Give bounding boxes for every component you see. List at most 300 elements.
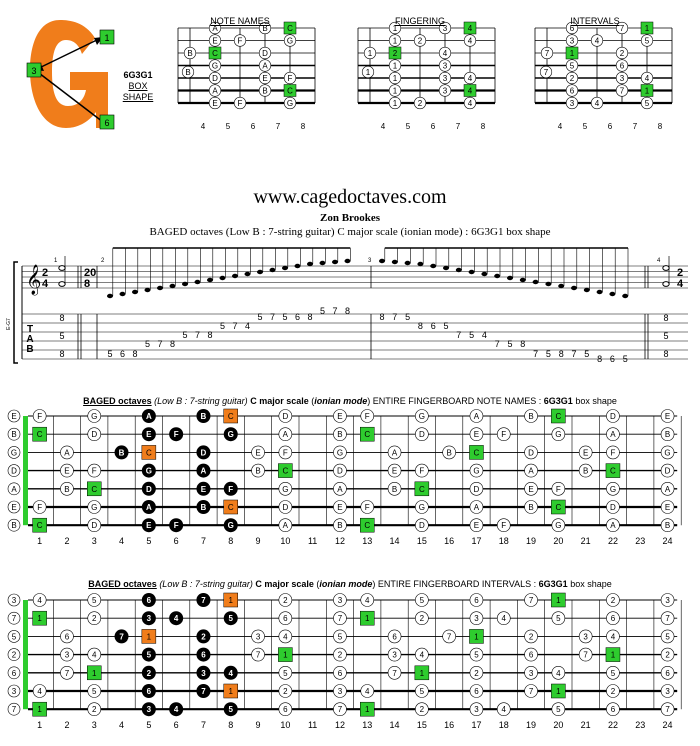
run-note xyxy=(157,286,163,290)
author: Zon Brookes xyxy=(319,212,380,224)
note-label: 1 xyxy=(365,705,370,715)
tab-number: 5 xyxy=(469,330,475,340)
note-label: G xyxy=(282,484,289,494)
board2-title: BAGED octaves (Low B : 7-string guitar) C major scale (ionian mode) ENTIRE FINGERBOARD INTERVALS : 6G3G1 box shape xyxy=(88,579,612,589)
run-note xyxy=(245,272,251,276)
tab-number: 5 xyxy=(584,349,590,359)
note-label: 7 xyxy=(201,687,206,696)
note-label: C xyxy=(91,484,98,494)
note-label: 2 xyxy=(610,687,616,696)
note-label: 4 xyxy=(92,650,97,660)
board-fret-number: 12 xyxy=(334,720,345,731)
run-note xyxy=(469,270,475,274)
tab-number: 5 xyxy=(182,330,188,340)
time-sig-end-top: 2 xyxy=(676,267,684,279)
note-label: A xyxy=(282,430,289,440)
note-label: 3 xyxy=(337,596,343,605)
board-fret-number: 15 xyxy=(416,536,427,547)
note-label: D xyxy=(282,503,289,512)
fingering-note-label: 1 xyxy=(392,86,398,96)
note-label: 7 xyxy=(119,632,124,642)
note-label: 3 xyxy=(665,596,670,605)
run-note xyxy=(443,266,449,270)
intervals-fret-number: 7 xyxy=(632,122,638,131)
board-fret-number: 17 xyxy=(471,720,482,731)
note-label: 5 xyxy=(92,687,97,696)
note-label: D xyxy=(200,448,207,458)
open-string-label: 2 xyxy=(11,650,17,660)
tab-number: 8 xyxy=(597,354,603,364)
treble-clef: 𝄞 xyxy=(26,264,42,294)
chord-note xyxy=(59,282,65,287)
note-label: 1 xyxy=(92,668,97,678)
fingering-note-label: 3 xyxy=(442,61,448,71)
note-names-note-label: B xyxy=(262,24,268,33)
note-label: A xyxy=(200,466,207,476)
note-label: 5 xyxy=(228,614,233,624)
note-label: B xyxy=(528,503,534,512)
fingering-note-label: 2 xyxy=(417,99,423,108)
note-names-title: NOTE NAMES xyxy=(210,16,270,26)
note-label: D xyxy=(91,430,98,440)
note-label: 4 xyxy=(419,650,425,660)
intervals-note-label: 4 xyxy=(594,36,600,46)
score-subtitle: BAGED octaves (Low B : 7-string guitar) C major scale (ionian mode) : 6G3G1 box shape xyxy=(149,226,551,238)
open-string-label: B xyxy=(11,521,17,531)
note-label: 7 xyxy=(337,614,343,624)
note-label: 5 xyxy=(228,705,233,715)
tab-clef-letter: B xyxy=(26,344,34,355)
tab-number: 8 xyxy=(417,321,423,331)
note-label: 6 xyxy=(283,705,288,715)
note-label: F xyxy=(37,412,43,421)
tab-number: 5 xyxy=(257,312,263,322)
run-note xyxy=(295,264,301,268)
time-sig-end-bottom: 4 xyxy=(676,278,684,290)
note-label: E xyxy=(582,448,589,458)
note-label: 2 xyxy=(92,705,97,715)
note-label: G xyxy=(609,484,617,494)
run-note xyxy=(392,260,398,264)
note-label: 7 xyxy=(337,705,343,715)
intervals-note-label: 6 xyxy=(619,61,625,71)
board-fret-number: 4 xyxy=(119,720,125,731)
note-names-note-label: E xyxy=(212,36,218,46)
run-note xyxy=(195,280,201,284)
board1-title: BAGED octaves (Low B : 7-string guitar) C major scale (ionian mode) ENTIRE FINGERBOARD NOTE NAMES : 6G3G1 box shape xyxy=(83,396,617,406)
score xyxy=(0,244,700,369)
chord-note xyxy=(663,266,669,271)
note-label: B xyxy=(255,466,261,476)
board-fret-number: 9 xyxy=(255,536,261,547)
tab-number: 7 xyxy=(157,339,163,349)
note-label: A xyxy=(145,412,152,421)
board-fret-number: 14 xyxy=(389,720,400,731)
board-fret-number: 6 xyxy=(173,720,179,731)
note-label: F xyxy=(228,484,234,494)
tuning-label: E-G7 xyxy=(6,318,12,330)
note-label: C xyxy=(36,430,43,440)
note-label: 2 xyxy=(337,650,343,660)
board-fret-number: 3 xyxy=(91,720,97,731)
note-label: 6 xyxy=(337,668,343,678)
note-label: G xyxy=(555,521,562,531)
note-names-fret-number: 7 xyxy=(275,122,281,131)
note-label: 1 xyxy=(283,650,288,660)
note-label: 2 xyxy=(419,614,425,624)
run-note xyxy=(571,286,577,290)
tab-number: 6 xyxy=(119,349,126,359)
board2-title-suffix: ENTIRE FINGERBOARD INTERVALS : xyxy=(377,579,537,589)
note-label: 7 xyxy=(665,705,670,715)
tab-number: 7 xyxy=(232,321,238,331)
board-fret-number: 24 xyxy=(662,720,673,731)
board-fret-number: 8 xyxy=(228,536,234,547)
note-label: 7 xyxy=(528,596,534,605)
run-note xyxy=(430,264,436,268)
note-label: A xyxy=(664,484,671,494)
tab-number: 8 xyxy=(558,349,564,359)
intervals-note-label: 7 xyxy=(619,24,625,33)
fingering-note-label: 2 xyxy=(392,49,398,58)
tab-number: 5 xyxy=(405,312,411,322)
note-label: G xyxy=(91,412,98,421)
note-label: E xyxy=(200,484,207,494)
shape-code: 6G3G1 xyxy=(123,70,153,80)
board-fret-number: 1 xyxy=(37,720,43,731)
fingering-fret-number: 5 xyxy=(405,122,411,131)
run-note xyxy=(405,261,411,265)
tab-number: 7 xyxy=(332,306,338,316)
note-label: 7 xyxy=(528,687,534,696)
note-label: 4 xyxy=(365,687,370,696)
note-label: 4 xyxy=(37,596,42,605)
note-label: 3 xyxy=(392,650,397,660)
system-bracket xyxy=(14,262,18,363)
note-label: A xyxy=(282,521,289,531)
note-label: B xyxy=(337,430,343,440)
chord-note xyxy=(663,282,669,287)
note-label: G xyxy=(555,430,562,440)
fingering-fret-number: 6 xyxy=(430,122,436,131)
note-label: G xyxy=(145,466,152,476)
tab-number: 7 xyxy=(494,339,500,349)
note-label: 4 xyxy=(556,668,561,678)
note-label: F xyxy=(282,448,288,458)
note-label: 5 xyxy=(610,668,616,678)
note-label: 6 xyxy=(665,668,670,678)
note-names-note-label: E xyxy=(262,74,268,83)
intervals-note-label: 4 xyxy=(644,74,650,83)
note-label: F xyxy=(501,430,507,440)
board-fret-number: 21 xyxy=(580,720,591,731)
run-note xyxy=(609,292,615,296)
intervals-note-label: 5 xyxy=(569,61,575,71)
run-note xyxy=(107,294,113,298)
run-note xyxy=(597,290,603,294)
note-label: 5 xyxy=(474,650,479,660)
note-names-note-label: C xyxy=(212,49,218,58)
note-label: 2 xyxy=(201,632,206,642)
run-note xyxy=(320,261,326,265)
note-label: G xyxy=(418,412,425,421)
note-label: 5 xyxy=(419,596,425,605)
board-fret-number: 4 xyxy=(119,536,125,547)
tab-number: 8 xyxy=(207,330,213,340)
chord-note xyxy=(59,266,65,271)
tab-clef-letter: A xyxy=(26,334,34,345)
run-note xyxy=(622,294,628,298)
tab-number: 8 xyxy=(132,349,138,359)
fingering-note-label: 4 xyxy=(467,74,473,83)
open-string-label: B xyxy=(11,430,17,440)
open-string-label: 7 xyxy=(11,705,17,715)
note-label: C xyxy=(555,412,562,421)
board-fret-number: 7 xyxy=(200,720,206,731)
tab-number: 7 xyxy=(571,349,577,359)
tab-number: 8 xyxy=(663,349,669,359)
board-fret-number: 19 xyxy=(526,536,537,547)
note-label: 5 xyxy=(283,668,288,678)
tab-number: 8 xyxy=(307,312,313,322)
board-fret-number: 22 xyxy=(607,720,618,731)
note-label: D xyxy=(473,484,480,494)
note-label: C xyxy=(364,521,371,531)
note-names-note-label: D xyxy=(212,74,218,83)
time-sig-1-bottom: 4 xyxy=(42,278,49,290)
tab-number: 5 xyxy=(507,339,513,349)
note-label: A xyxy=(145,503,152,512)
run-note xyxy=(270,268,276,272)
fingering-note-label: 1 xyxy=(392,99,398,108)
note-label: 7 xyxy=(392,668,397,678)
note-label: C xyxy=(364,430,371,440)
tab-number: 5 xyxy=(319,306,326,316)
note-label: 4 xyxy=(37,687,42,696)
intervals-note-label: 7 xyxy=(544,49,550,58)
open-string-label: 3 xyxy=(11,596,17,605)
fingering-note-label: 1 xyxy=(392,61,398,71)
website-title: www.cagedoctaves.com xyxy=(253,186,447,208)
tab-number: 5 xyxy=(443,321,449,331)
measure-number: 1 xyxy=(54,258,58,264)
fingering-title: FINGERING xyxy=(394,16,445,26)
open-string-label: G xyxy=(10,448,18,458)
note-label: A xyxy=(528,466,534,476)
note-label: 4 xyxy=(501,614,506,624)
fingerboard-intervals xyxy=(0,592,700,746)
note-label: E xyxy=(64,466,70,476)
intervals-note-label: 3 xyxy=(569,99,575,108)
note-label: 1 xyxy=(610,650,616,660)
note-label: 6 xyxy=(146,596,152,605)
note-names-fret-number: 8 xyxy=(300,122,306,131)
board-fret-number: 21 xyxy=(580,536,591,547)
intervals-fret-number: 6 xyxy=(607,122,613,131)
board-fret-number: 1 xyxy=(37,536,43,547)
note-label: 4 xyxy=(173,705,179,715)
note-label: D xyxy=(610,412,616,421)
note-label: E xyxy=(473,430,480,440)
note-label: 7 xyxy=(446,632,452,642)
note-label: 4 xyxy=(365,596,370,605)
note-names-fret-number: 5 xyxy=(225,122,231,131)
tab-number: 8 xyxy=(663,313,669,323)
fingering-note-label: 4 xyxy=(467,99,473,108)
note-label: 5 xyxy=(419,687,425,696)
note-label: A xyxy=(337,484,343,494)
note-label: 6 xyxy=(392,632,397,642)
tab-number: 7 xyxy=(456,330,462,340)
board-fret-number: 9 xyxy=(255,720,261,731)
note-label: 3 xyxy=(255,632,261,642)
note-label: 3 xyxy=(201,668,206,678)
intervals-note-label: 5 xyxy=(644,99,650,108)
note-label: E xyxy=(337,412,343,421)
run-note xyxy=(257,270,263,274)
tab-number: 5 xyxy=(622,354,628,364)
intervals-note-label: 3 xyxy=(569,36,575,46)
intervals-fret-number: 8 xyxy=(657,122,663,131)
intervals-note-label: 6 xyxy=(569,86,575,96)
note-label: E xyxy=(146,521,152,531)
note-label: A xyxy=(473,412,480,421)
note-label: 7 xyxy=(255,650,261,660)
board-fret-number: 23 xyxy=(635,720,646,731)
note-names-note-label: B xyxy=(185,68,191,77)
note-label: 3 xyxy=(528,668,534,678)
intervals-note-label: 7 xyxy=(619,86,625,96)
note-label: 7 xyxy=(665,614,670,624)
note-label: F xyxy=(419,466,425,476)
note-label: B xyxy=(200,412,207,421)
note-label: C xyxy=(418,484,425,494)
note-label: E xyxy=(337,503,343,512)
note-label: 2 xyxy=(665,650,670,660)
note-names-note-label: F xyxy=(237,36,243,46)
run-note xyxy=(232,274,238,278)
intervals-fret-number: 4 xyxy=(557,122,563,131)
note-names-note-label: D xyxy=(262,49,268,58)
note-label: 6 xyxy=(64,632,70,642)
note-label: D xyxy=(664,466,671,476)
note-label: 5 xyxy=(337,632,343,642)
board-fret-number: 20 xyxy=(553,536,564,547)
note-label: G xyxy=(227,521,234,531)
board-fret-number: 23 xyxy=(635,536,646,547)
note-label: C xyxy=(36,521,43,531)
tab-number: 5 xyxy=(282,312,288,322)
note-label: 3 xyxy=(474,614,479,624)
tab-number: 7 xyxy=(533,349,539,359)
note-label: A xyxy=(473,503,480,512)
note-label: E xyxy=(146,430,152,440)
note-label: 1 xyxy=(556,687,561,696)
note-label: 1 xyxy=(146,632,152,642)
note-label: 4 xyxy=(228,668,233,678)
note-label: G xyxy=(227,430,234,440)
note-label: B xyxy=(582,466,589,476)
run-note xyxy=(545,282,551,286)
note-label: E xyxy=(391,466,398,476)
time-sig-2-top: 20 xyxy=(84,267,97,279)
board-fret-number: 13 xyxy=(362,720,373,731)
note-label: F xyxy=(610,448,616,458)
note-label: E xyxy=(664,503,671,512)
note-names-note-label: F xyxy=(237,99,243,108)
note-label: 3 xyxy=(665,687,670,696)
note-label: 7 xyxy=(583,650,588,660)
fingering-note-label: 4 xyxy=(467,86,473,96)
time-sig-1-top: 2 xyxy=(42,267,49,279)
note-label: A xyxy=(610,521,616,531)
board-nut xyxy=(23,416,28,525)
note-label: 6 xyxy=(146,687,152,696)
note-label: 2 xyxy=(146,668,152,678)
board-fret-number: 10 xyxy=(280,536,291,547)
board-fret-number: 7 xyxy=(200,536,206,547)
note-label: 6 xyxy=(474,687,479,696)
note-names-note-label: C xyxy=(287,24,293,33)
note-label: E xyxy=(255,448,261,458)
note-label: 6 xyxy=(201,650,206,660)
board-fret-number: 20 xyxy=(553,720,564,731)
note-label: B xyxy=(200,503,207,512)
tab-number: 8 xyxy=(520,339,526,349)
run-note xyxy=(207,278,213,282)
fingering-note-label: 1 xyxy=(392,74,398,83)
tab-number: 5 xyxy=(663,331,669,341)
open-string-label: D xyxy=(11,466,17,476)
board-fret-number: 8 xyxy=(228,720,234,731)
intervals-note-label: 6 xyxy=(569,24,575,33)
note-label: 2 xyxy=(92,614,97,624)
tab-number: 8 xyxy=(59,313,65,323)
run-note xyxy=(507,276,513,280)
board-fret-number: 2 xyxy=(64,720,70,731)
note-label: 3 xyxy=(337,687,343,696)
tab-number: 4 xyxy=(481,330,487,340)
run-note xyxy=(182,282,188,286)
note-label: G xyxy=(336,448,344,458)
tab-number: 6 xyxy=(294,312,301,322)
note-label: C xyxy=(145,448,152,458)
fingerboard-note-names xyxy=(0,408,700,556)
note-names-note-label: B xyxy=(262,86,268,96)
note-label: 6 xyxy=(474,596,479,605)
note-label: 1 xyxy=(419,668,425,678)
note-label: 4 xyxy=(173,614,179,624)
note-label: B xyxy=(337,521,343,531)
run-note xyxy=(520,278,526,282)
note-names-note-label: B xyxy=(187,49,193,58)
time-sig-2-bottom: 8 xyxy=(84,278,91,290)
intervals-note-label: 4 xyxy=(594,99,600,108)
note-label: F xyxy=(555,484,561,494)
note-label: B xyxy=(64,484,70,494)
intervals-note-label: 1 xyxy=(644,24,650,33)
run-note xyxy=(417,262,423,266)
run-note xyxy=(558,284,564,288)
note-label: A xyxy=(64,448,70,458)
note-label: E xyxy=(528,484,534,494)
tab-number: 6 xyxy=(430,321,436,331)
run-note xyxy=(282,266,288,270)
intervals-note-label: 1 xyxy=(569,49,575,58)
note-label: D xyxy=(145,484,152,494)
open-string-label: A xyxy=(11,484,17,494)
open-string-label: 6 xyxy=(11,668,17,678)
